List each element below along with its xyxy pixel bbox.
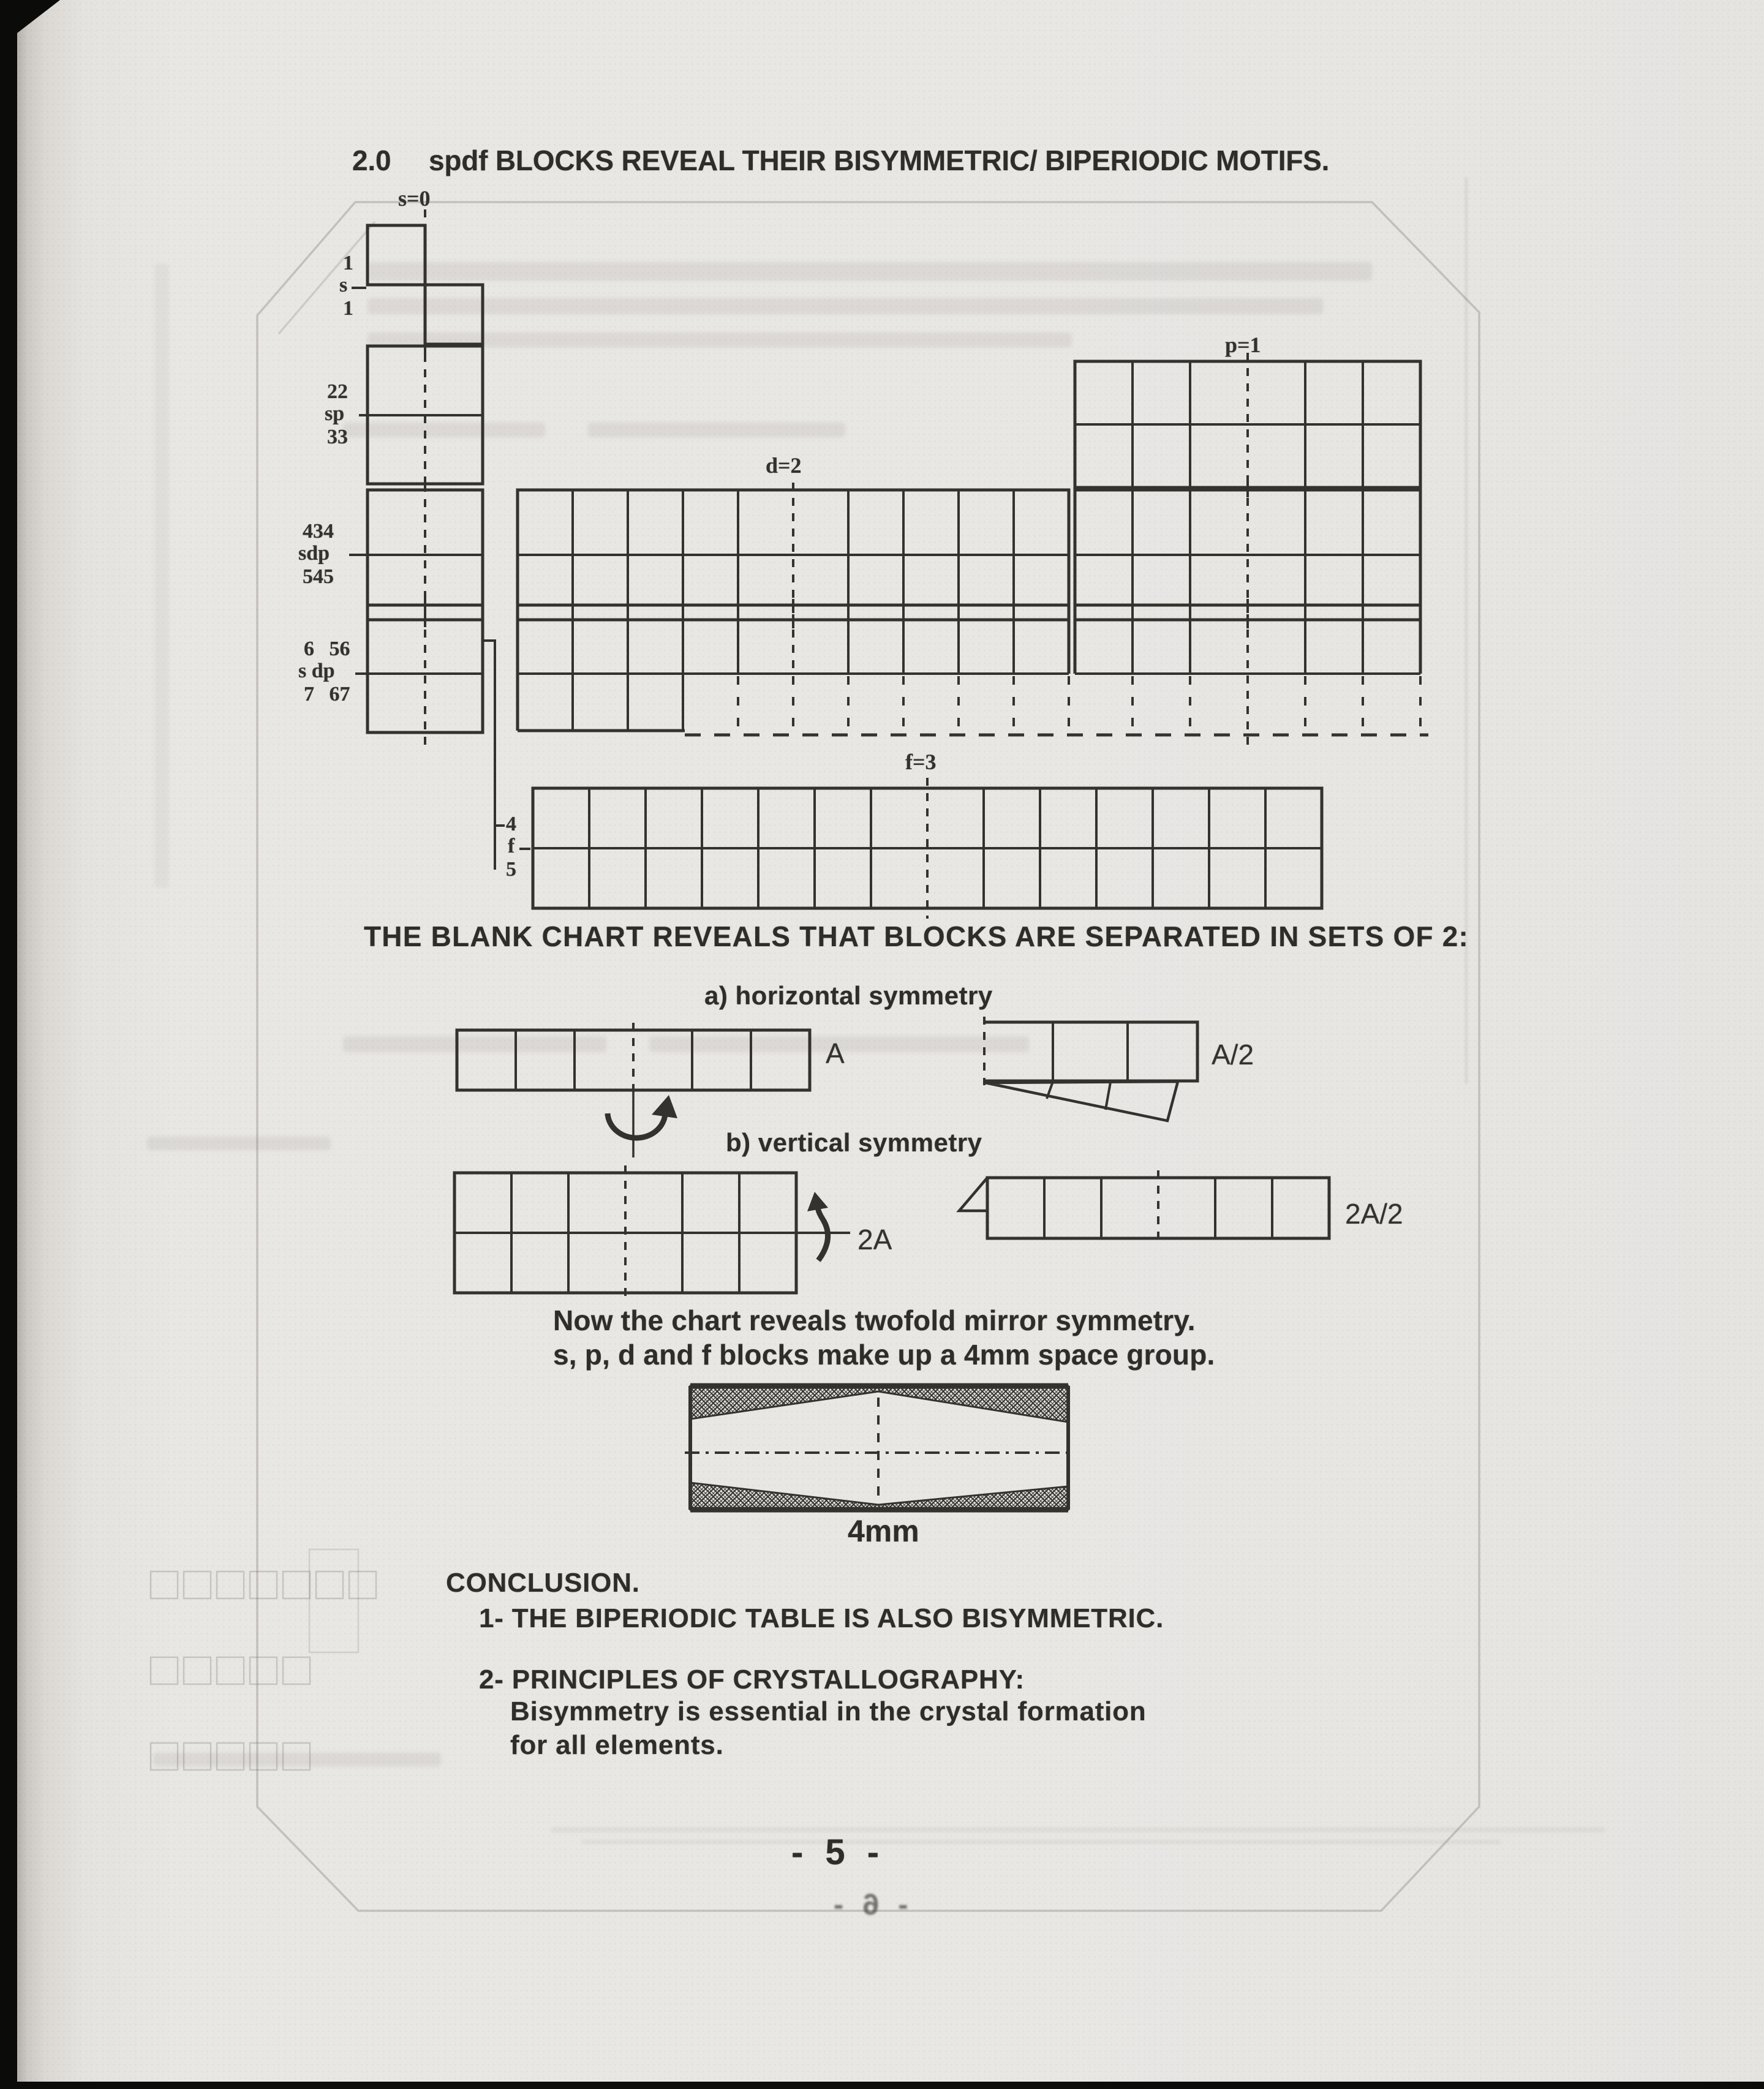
ghost-page-number: - 6 - bbox=[828, 1889, 908, 1921]
figure-2A bbox=[454, 1165, 850, 1300]
s-block bbox=[352, 209, 483, 355]
label-4mm: 4mm bbox=[848, 1514, 919, 1548]
ghost-frame bbox=[257, 202, 1479, 1911]
sdp-row-period-top: 434 bbox=[303, 520, 334, 543]
label-A: A bbox=[826, 1037, 845, 1069]
s-row-subshell: s bbox=[339, 274, 348, 296]
conclusion-item2-line2: for all elements. bbox=[510, 1730, 724, 1760]
conclusion-heading: CONCLUSION. bbox=[446, 1568, 640, 1598]
f-row-period-bot: 5 bbox=[506, 858, 516, 881]
section-number: 2.0 bbox=[352, 145, 391, 176]
label-A-half: A/2 bbox=[1212, 1039, 1254, 1071]
f-row-period-top: 4 bbox=[506, 813, 516, 835]
ghost-block-rows bbox=[151, 1549, 376, 1770]
sdp2-row-period-top: 6 56 bbox=[304, 638, 350, 660]
sp-row-period-bot: 33 bbox=[327, 426, 348, 448]
sp-row-period-top: 22 bbox=[327, 380, 348, 403]
f-row-subshell: f bbox=[508, 835, 515, 857]
b-caption: b) vertical symmetry bbox=[726, 1128, 982, 1157]
figure-A-half bbox=[984, 1017, 1197, 1121]
figure-4mm bbox=[685, 1386, 1073, 1510]
figure-2A-half bbox=[959, 1170, 1329, 1246]
page-number: - 5 - bbox=[791, 1832, 886, 1872]
label-2A-half: 2A/2 bbox=[1345, 1198, 1403, 1230]
s-row-period-top: 1 bbox=[343, 252, 353, 274]
sp-row-subshell: sp bbox=[325, 402, 345, 425]
f-block bbox=[533, 778, 1322, 919]
d-block-label: d=2 bbox=[766, 453, 802, 478]
blank-chart-headline: THE BLANK CHART REVEALS THAT BLOCKS ARE SEPARATED IN SETS OF 2: bbox=[364, 920, 1469, 952]
mirror-note-line1: Now the chart reveals twofold mirror symmetry. bbox=[553, 1304, 1196, 1336]
sdp2-row-period-bot: 7 67 bbox=[304, 683, 350, 706]
sdp2-row-subshell: s dp bbox=[298, 660, 335, 682]
sdp-row-period-bot: 545 bbox=[303, 565, 334, 588]
conclusion-item1: 1- THE BIPERIODIC TABLE IS ALSO BISYMMETRIC. bbox=[479, 1603, 1164, 1633]
sdp-row-subshell: sdp bbox=[298, 542, 330, 565]
sp-block bbox=[359, 339, 483, 491]
page-title: spdf BLOCKS REVEAL THEIR BISYMMETRIC/ BIPERIODIC MOTIFS. bbox=[429, 145, 1330, 176]
label-2A: 2A bbox=[858, 1224, 892, 1255]
s-block-label: s=0 bbox=[398, 186, 431, 211]
s-row-period-bot: 1 bbox=[343, 297, 353, 320]
conclusion-item2-line1: Bisymmetry is essential in the crystal formation bbox=[510, 1696, 1147, 1726]
f-block-label: f=3 bbox=[905, 750, 937, 774]
conclusion-item2: 2- PRINCIPLES OF CRYSTALLOGRAPHY: bbox=[479, 1665, 1025, 1695]
p-block-periods-2-3 bbox=[1075, 353, 1420, 497]
p-block-label: p=1 bbox=[1225, 333, 1261, 357]
a-caption: a) horizontal symmetry bbox=[704, 981, 993, 1010]
mirror-note-line2: s, p, d and f blocks make up a 4mm space group. bbox=[553, 1339, 1215, 1371]
